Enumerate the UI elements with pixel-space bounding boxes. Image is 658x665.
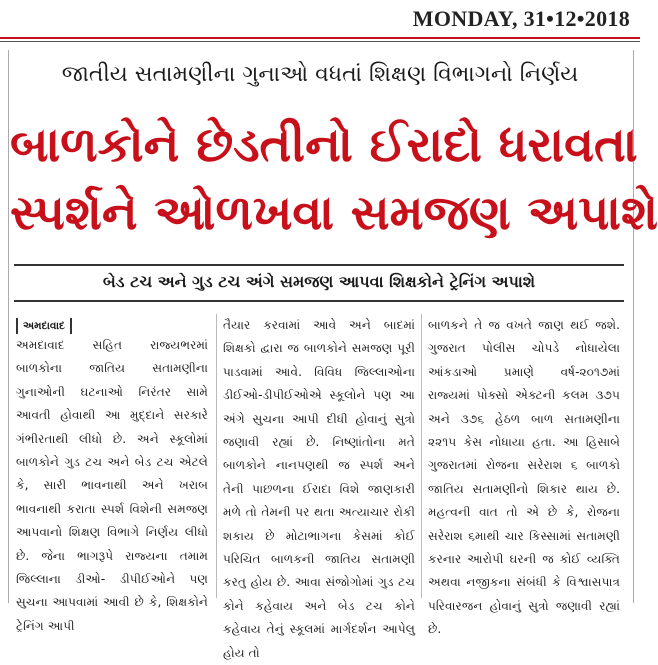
article-dateline: અમદાવાદ (16, 318, 72, 334)
article-column-2: તૈયાર કરવામાં આવે અને બાદમાં શિક્ષકો દ્વારા જ બાળકોને સમજણ પૂરી પાડવામાં આવે. વિવિધ જિલ્લાઓના ડીઈઓ-ડીપીઈઓએ સ્કૂલોને પણ આ અંગે સુચના આપી દીધી હોવાનું સુત્રો જણાવી રહ્યાં છે. નિષ્ણાંતોના મતે બાળકોને નાનપણથી જ સ્પર્શ અને તેની પાછળના ઈરાદા વિશે જાણકારી મળે તો તેમની પર થતા અત્યાચાર રોકી શકાય છે મોટાભાગના કેસમાં કોઈ પરિચિત બાળકની જાતિય સતામણી કરતુ હોય છે. આવા સંજોગોમાં ગુડ ટચ કોને કહેવાય અને બેડ ટચ કોને કહેવાય તેનું સ્કૂલમાં માર્ગદર્શન આપેલુ હોય તો (223, 318, 415, 660)
article-headline-line2: સ્પર્શને ઓળખવા સમજણ અપાશે (10, 185, 658, 241)
masthead-rule (0, 37, 640, 39)
article-headline-line1: બાળકોને છેડતીનો ઈરાદો ધરાવતા (10, 117, 638, 173)
dateline-wrap (16, 314, 208, 332)
article-kicker: જાતીય સતામણીના ગુનાઓ વધતાં શિક્ષણ વિભાગનો નિર્ણય (61, 62, 579, 87)
column-divider (421, 314, 422, 598)
article-column-1: અમદાવાદ સહિત રાજ્યભરમાં બાળકોના જાતિય સતામણીના ગુનાઓની ઘટનાઓ નિરંતર સામે આવતી હોવાથી આ મુદ્દાને સરકારે ગંભીરતાથી લીધો છે. અને સ્કૂલોમાં બાળકોને ગુડ ટચ અને બેડ ટચ એટલે કે, સારી ભાવનાથી અને ખરાબ ભાવનાથી કરાતા સ્પર્શ વિશેની સમજણ આપવાનો શિક્ષણ વિભાગે નિર્ણય લીધો છે. જેના ભાગરૂપે રાજ્યના તમામ જિલ્લાના ડીઓ- ડીપીઈઓને પણ સુચના આપવામાં આવી છે કે, શિક્ષકોને ટ્રેનિંગ આપી (16, 338, 208, 633)
article-subhead: બેડ ટચ અને ગુડ ટચ અંગે સમજણ આપવા શિક્ષકોને ટ્રેનિંગ અપાશે (102, 272, 536, 291)
subhead-box (14, 264, 624, 302)
issue-date: MONDAY, 31•12•2018 (412, 6, 630, 31)
column-divider (216, 314, 217, 598)
masthead (0, 0, 640, 40)
article-column-3: બાળકને તે જ વખતે જાણ થઈ જશે. ગુજરાત પોલીસ ચોપડે નોધાયેલા આંકડાઓ પ્રમાણે વર્ષ-૨૦૧૭માં રાજ્યમાં પોક્સો એક્ટની કલમ ૩૭૫ અને ૩૭૬ હેઠળ બાળ સતામણીના ૨૨૧૫ કેસ નોધાયા હતા. આ હિસાબે ગુજરાતમાં રોજના સરેરાશ ૬ બાળકો જાતિય સતામણીનો શિકાર થાય છે. મહત્વની વાત તો એ છે કે, રોજના સરેરાશ ૬માથી ચાર કિસ્સામાં સતામણી કરનાર આરોપી ઘરની જ કોઈ વ્યક્તિ અથવા નજીકના સંબંધી કે વિશ્વાસપાત્ર પરિવારજન હોવાનું સુત્રો જણાવી રહ્યાં છે. (428, 318, 620, 637)
masthead-rule-thin (0, 41, 640, 42)
